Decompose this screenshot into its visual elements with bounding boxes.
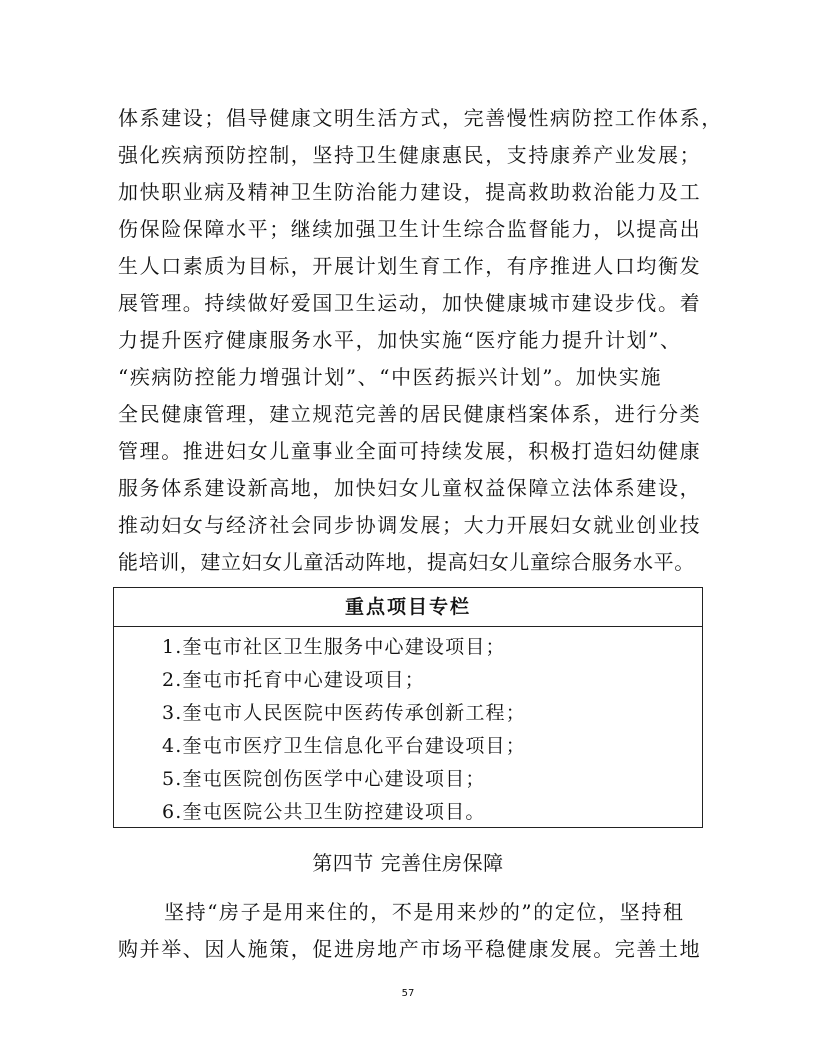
paragraph-line: 推动妇女与经济社会同步协调发展；大力开展妇女就业创业技 — [118, 513, 702, 537]
paragraph-line: 坚持“房子是用来住的，不是用来炒的”的定位，坚持租 — [164, 900, 685, 924]
paragraph-line: 加快职业病及精神卫生防治能力建设，提高救助救治能力及工 — [118, 180, 702, 204]
paragraph-line: “疾病防控能力增强计划”、“中医药振兴计划”。加快实施 — [118, 365, 663, 389]
paragraph-line: 展管理。持续做好爱国卫生运动，加快健康城市建设步伐。着 — [118, 291, 702, 315]
key-project-item: 4.奎屯市医疗卫生信息化平台建设项目； — [162, 735, 526, 757]
paragraph-health-services — [118, 100, 723, 581]
key-project-item: 6.奎屯医院公共卫生防控建设项目。 — [162, 801, 486, 823]
key-project-item: 5.奎屯医院创伤医学中心建设项目； — [162, 768, 486, 790]
key-projects-table — [113, 587, 703, 828]
paragraph-line: 服务体系建设新高地，加快妇女儿童权益保障立法体系建设， — [118, 476, 702, 500]
paragraph-housing — [118, 894, 702, 968]
key-project-item: 1.奎屯市社区卫生服务中心建设项目； — [162, 636, 506, 658]
paragraph-line: 管理。推进妇女儿童事业全面可持续发展，积极打造妇幼健康 — [118, 439, 702, 463]
paragraph-line: 全民健康管理，建立规范完善的居民健康档案体系，进行分类 — [118, 402, 702, 426]
page-number: 57 — [401, 988, 415, 999]
paragraph-line: 力提升医疗健康服务水平，加快实施“医疗能力提升计划”、 — [118, 328, 682, 352]
paragraph-line: 能培训，建立妇女儿童活动阵地，提高妇女儿童综合服务水平。 — [118, 550, 695, 574]
paragraph-line: 生人口素质为目标，开展计划生育工作，有序推进人口均衡发 — [118, 254, 702, 278]
key-project-item: 3.奎屯市人民医院中医药传承创新工程； — [162, 702, 526, 724]
key-project-item: 2.奎屯市托育中心建设项目； — [162, 669, 425, 691]
key-projects-list — [114, 627, 702, 829]
key-projects-title: 重点项目专栏 — [114, 588, 702, 627]
paragraph-line: 伤保险保障水平；继续加强卫生计生综合监督能力，以提高出 — [118, 217, 702, 241]
section-heading: 第四节 完善住房保障 — [312, 851, 504, 875]
paragraph-line: 购并举、因人施策，促进房地产市场平稳健康发展。完善土地 — [118, 937, 702, 961]
paragraph-line: 体系建设；倡导健康文明生活方式，完善慢性病防控工作体系， — [118, 106, 723, 130]
paragraph-line: 强化疾病预防控制，坚持卫生健康惠民，支持康养产业发展； — [118, 143, 702, 167]
